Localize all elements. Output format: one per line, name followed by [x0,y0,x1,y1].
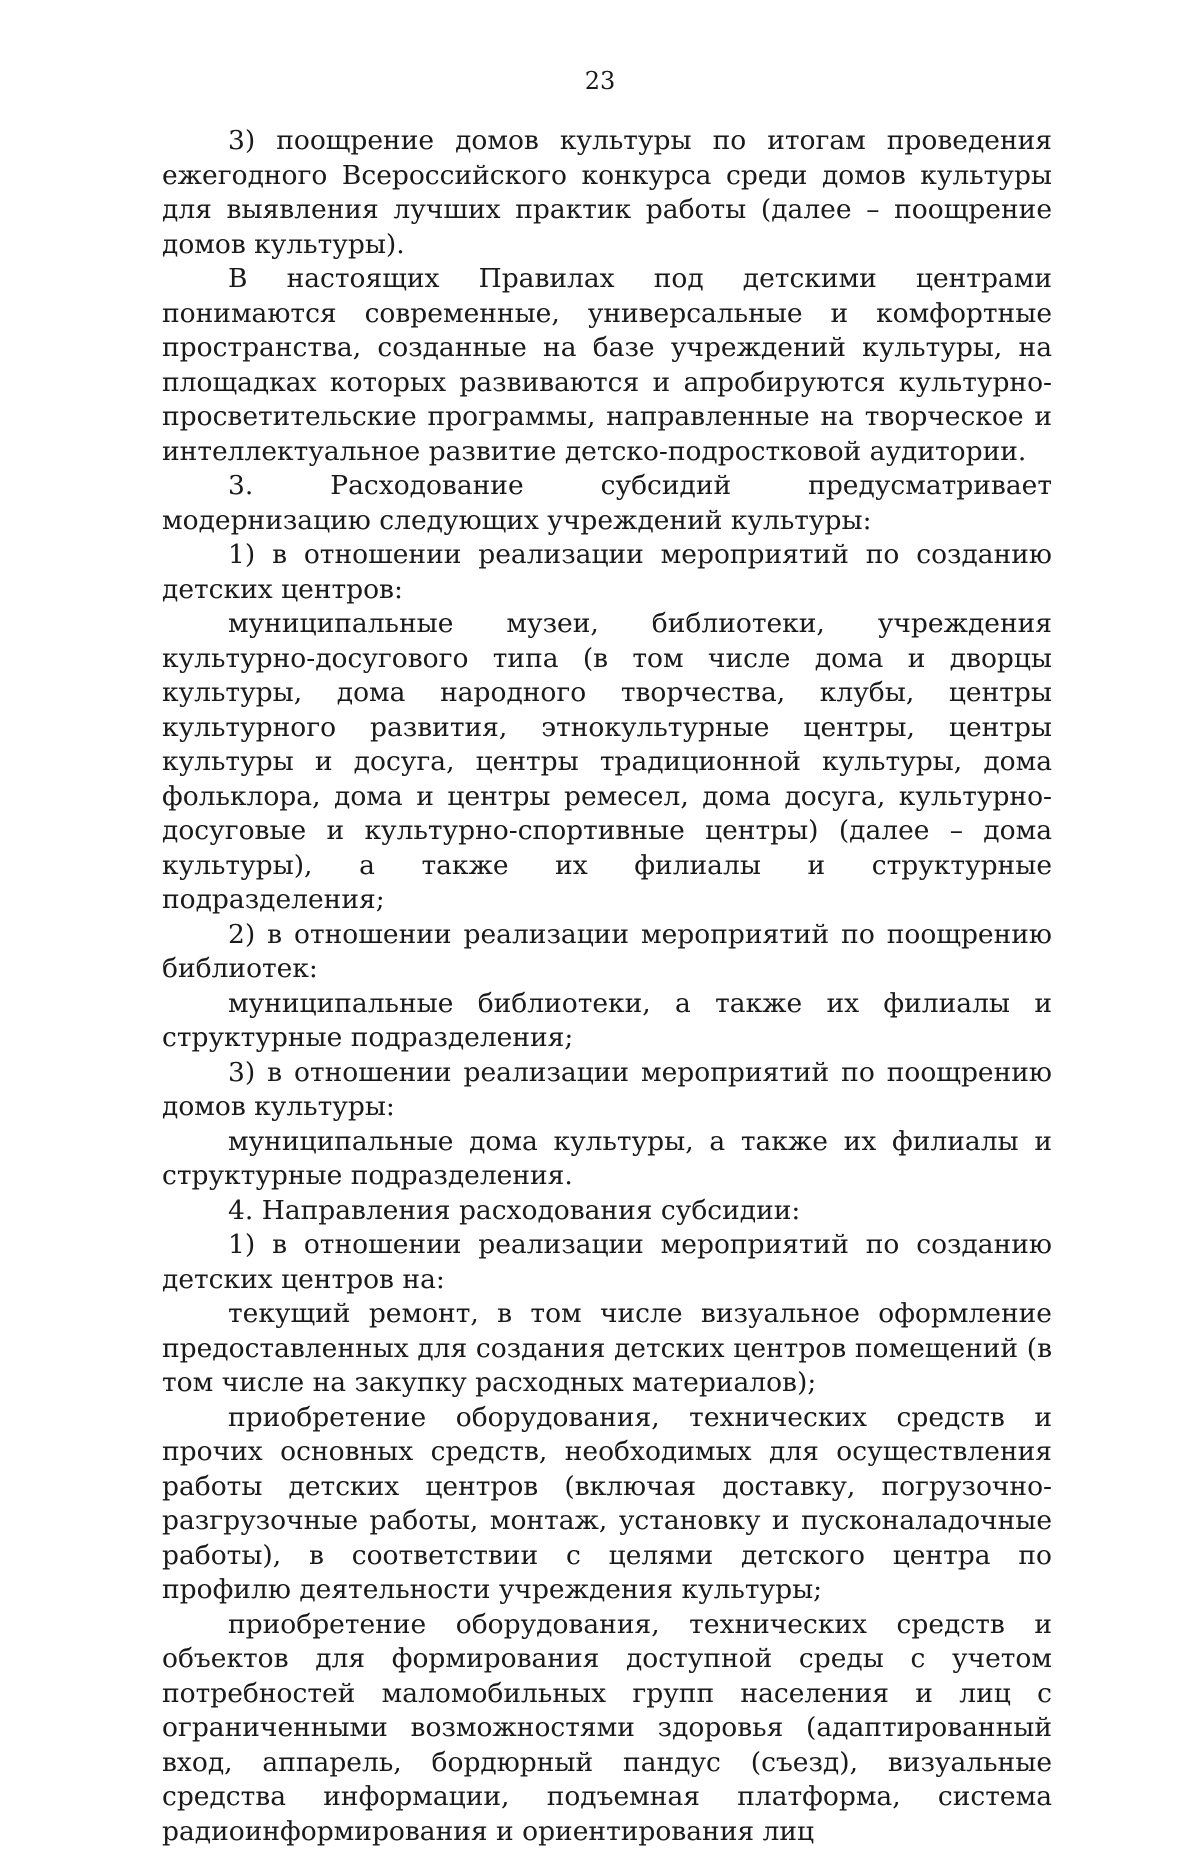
document-body [162,124,1052,1849]
paragraph-5: муниципальные музеи, библиотеки, учреждения культурно-досугового типа (в том числе дома и дворцы культуры, дома народного творчества, клубы, центры культурного развития, этнокультурные центры, центры культуры и досуга, центры традиционной культуры, дома фольклора, дома и центры ремесел, дома досуга, культурно-досуговые и культурно-спортивные центры) (далее – дома культуры), а также их филиалы и структурные подразделения; [162,607,1052,918]
paragraph-12: текущий ремонт, в том числе визуальное оформление предоставленных для создания детских центров помещений (в том числе на закупку расходных материалов); [162,1297,1052,1401]
paragraph-7: муниципальные библиотеки, а также их филиалы и структурные подразделения; [162,987,1052,1056]
page-number: 23 [0,66,1200,96]
paragraph-8: 3) в отношении реализации мероприятий по поощрению домов культуры: [162,1056,1052,1125]
paragraph-13: приобретение оборудования, технических средств и прочих основных средств, необходимых для осуществления работы детских центров (включая доставку, погрузочно-разгрузочные работы, монтаж, установку и пусконаладочные работы), в соответствии с целями детского центра по профилю деятельности учреждения культуры; [162,1401,1052,1608]
paragraph-3: 3. Расходование субсидий предусматривает модернизацию следующих учреждений культуры: [162,469,1052,538]
paragraph-11: 1) в отношении реализации мероприятий по созданию детских центров на: [162,1228,1052,1297]
paragraph-2: В настоящих Правилах под детскими центрами понимаются современные, универсальные и комфортные пространства, созданные на базе учреждений культуры, на площадках которых развиваются и апробируются культурно-просветительские программы, направленные на творческое и интеллектуальное развитие детско-подростковой аудитории. [162,262,1052,469]
paragraph-1: 3) поощрение домов культуры по итогам проведения ежегодного Всероссийского конкурса среди домов культуры для выявления лучших практик работы (далее – поощрение домов культуры). [162,124,1052,262]
paragraph-6: 2) в отношении реализации мероприятий по поощрению библиотек: [162,918,1052,987]
paragraph-14: приобретение оборудования, технических средств и объектов для формирования доступной среды с учетом потребностей маломобильных групп населения и лиц с ограниченными возможностями здоровья (адаптированный вход, аппарель, бордюрный пандус (съезд), визуальные средства информации, подъемная платформа, система радиоинформирования и ориентирования лиц [162,1608,1052,1849]
paragraph-4: 1) в отношении реализации мероприятий по созданию детских центров: [162,538,1052,607]
paragraph-9: муниципальные дома культуры, а также их филиалы и структурные подразделения. [162,1125,1052,1194]
paragraph-10: 4. Направления расходования субсидии: [162,1194,1052,1229]
